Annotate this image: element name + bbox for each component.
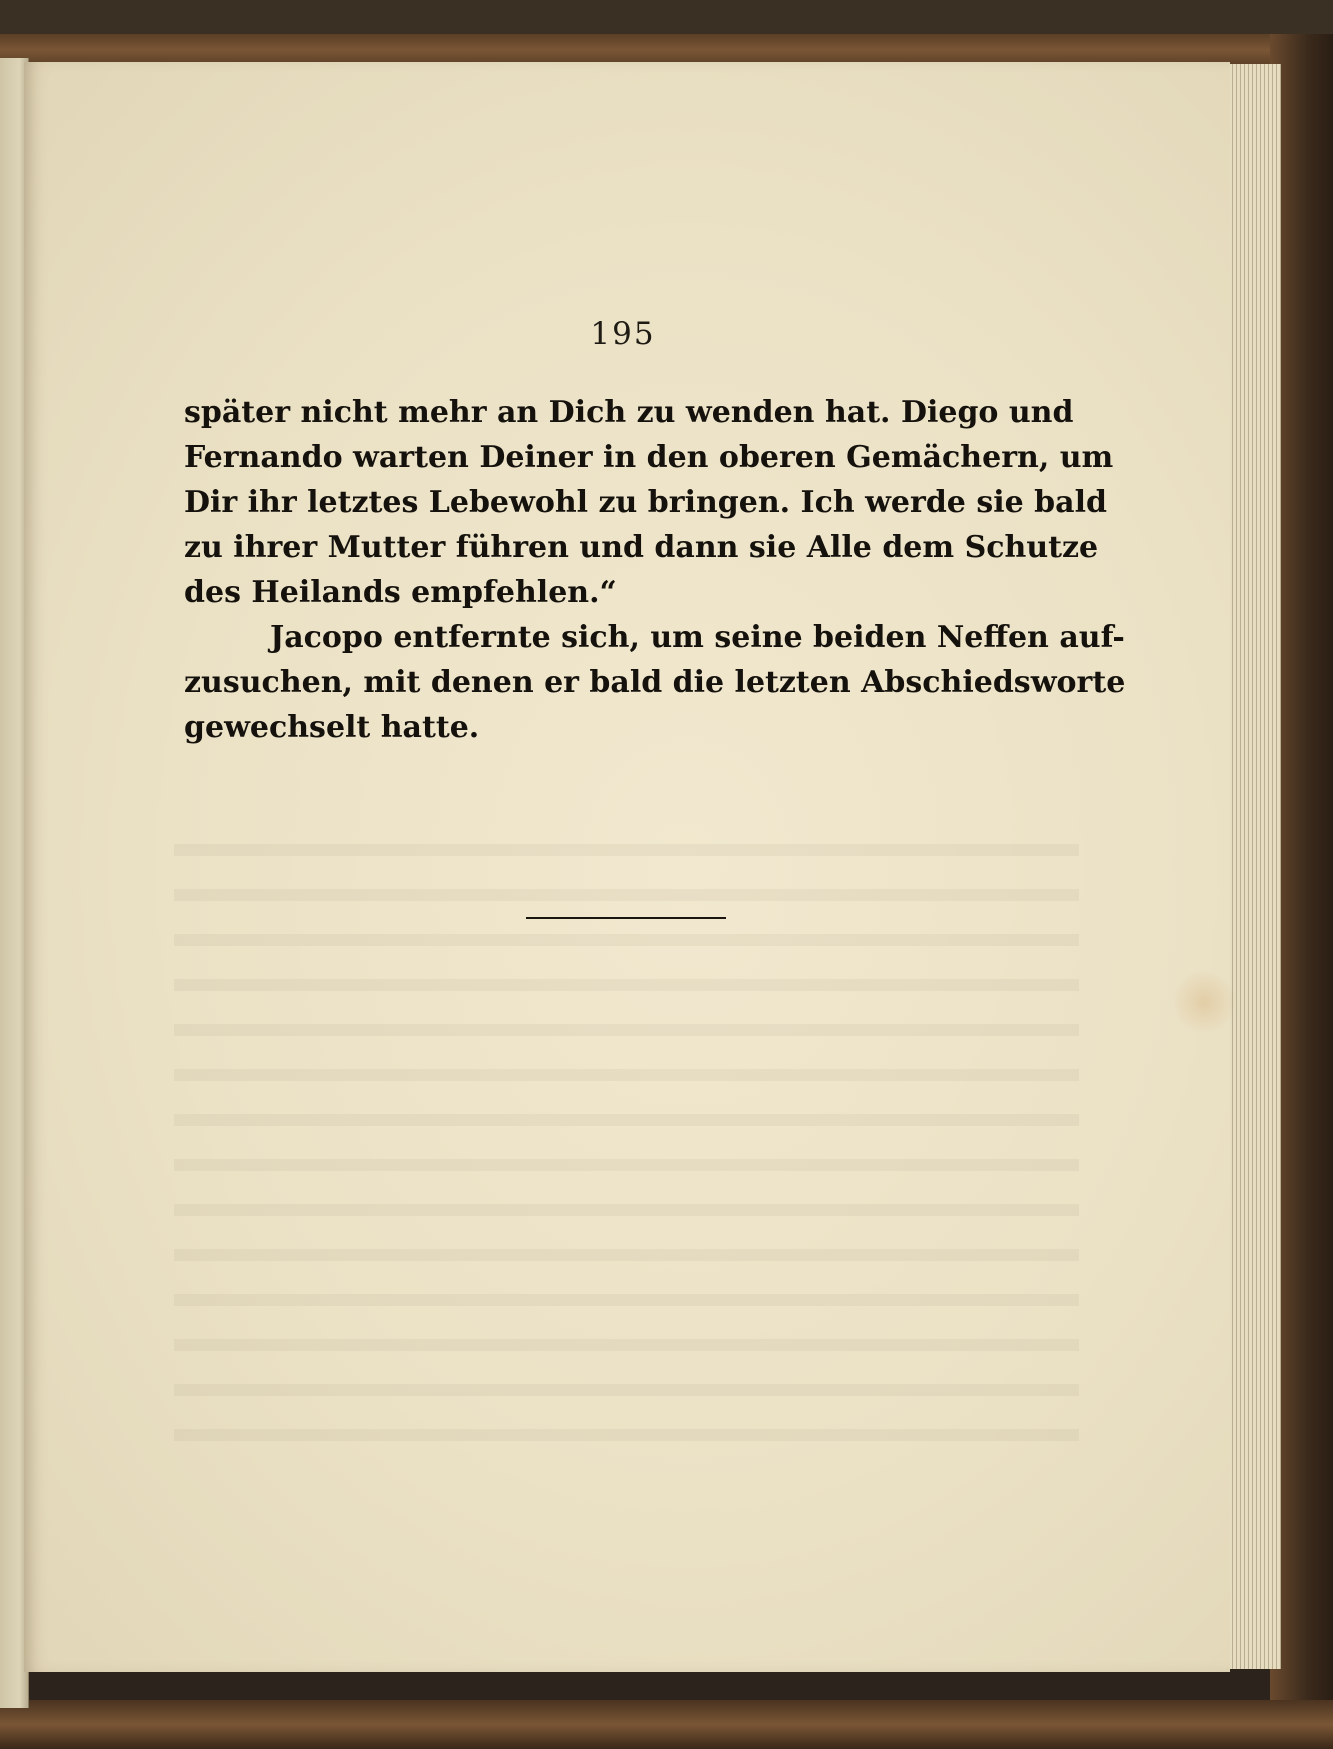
section-divider — [526, 917, 726, 919]
page-number: 195 — [590, 316, 656, 352]
text-line: Fernando warten Deiner in den oberen Gemächern, um — [184, 440, 1114, 475]
page-stack-edges — [1224, 64, 1281, 1669]
text-line: zusuchen, mit denen er bald die letzten Abschiedsworte — [184, 665, 1126, 700]
text-line: gewechselt hatte. — [184, 710, 480, 745]
book-cover-bottom-edge — [0, 1700, 1333, 1749]
text-line: Dir ihr letztes Lebewohl zu bringen. Ich werde sie bald — [184, 485, 1107, 520]
text-line: Jacopo entfernte sich, um seine beiden Neffen auf- — [270, 620, 1125, 655]
text-line: zu ihrer Mutter führen und dann sie Alle dem Schutze — [184, 530, 1099, 565]
body-text — [184, 390, 1126, 750]
paper-stain — [1174, 967, 1234, 1037]
text-line: später nicht mehr an Dich zu wenden hat. Diego und — [184, 395, 1074, 430]
text-line: des Heilands empfehlen.“ — [184, 575, 617, 610]
book-page — [24, 62, 1230, 1672]
